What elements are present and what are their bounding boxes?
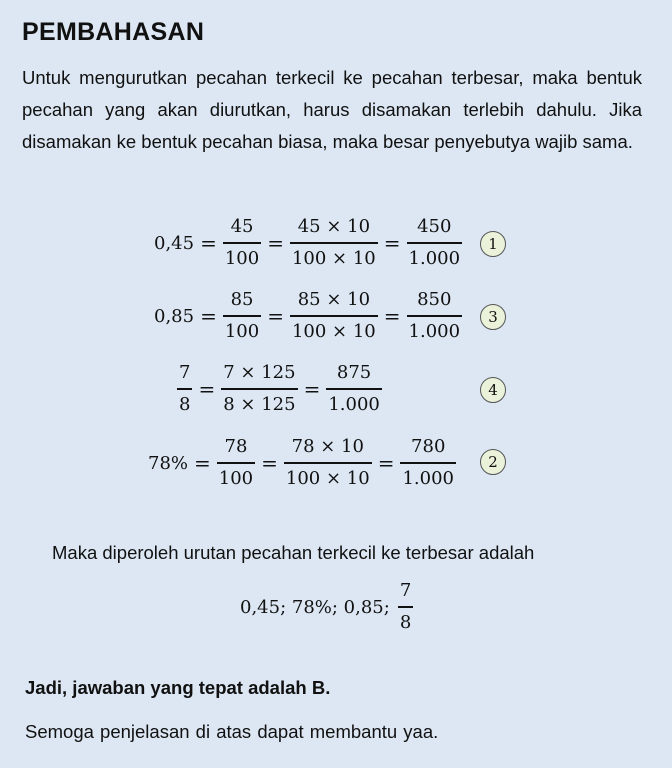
equals-sign: = [267,231,284,255]
numerator: 85 [230,289,254,311]
denominator: 100 × 10 [291,320,376,342]
rank-badge-3: 3 [480,304,506,330]
fraction [405,288,465,343]
denominator: 1.000 [402,467,454,489]
equals-sign: = [261,451,278,475]
numerator: 78 [224,436,248,458]
fraction-bar [407,315,463,316]
fraction [282,435,374,490]
equals-sign: = [303,377,321,401]
fraction [215,435,257,490]
fraction [221,288,263,343]
rank-badge-2: 2 [480,449,506,475]
equation-row-3 [175,359,384,419]
equals-sign: = [198,377,216,401]
fraction [405,215,465,270]
numerator: 7 [179,362,191,384]
equals-sign: = [377,451,395,475]
equation-row-2 [152,286,464,346]
denominator: 100 × 10 [285,467,370,489]
fraction [396,579,415,634]
denominator: 100 [224,320,260,342]
intro-paragraph: Untuk mengurutkan pecahan terkecil ke pecahan terbesar, maka bentuk pecahan yang akan diurutkan, harus disamakan terlebih dahulu. Jika disamakan ke bentuk pecahan biasa, maka besar penyebutya wajib sama. [22,67,642,152]
numerator: 7 × 125 [223,362,296,384]
answer-text: Jadi, jawaban yang tepat adalah B. [25,677,331,698]
fraction [324,361,384,416]
closing-text: Semoga penjelasan di atas dapat membantu yaa. [25,721,439,742]
numerator: 7 [399,580,412,602]
fraction-bar [326,388,382,389]
rank-badge-4: 4 [480,377,506,403]
equation-lhs: 0,85 [154,305,195,327]
denominator: 1.000 [408,320,461,342]
fraction [175,361,194,416]
conclusion-text: Maka diperoleh urutan pecahan terkecil ke terbesar adalah [52,542,535,563]
numerator: 85 × 10 [297,289,371,311]
ordered-result [238,578,415,636]
denominator: 1.000 [328,393,380,415]
fraction-bar [290,315,378,316]
fraction-bar [217,462,255,463]
equals-sign: = [383,231,401,255]
numerator: 875 [336,362,372,384]
fraction [398,435,458,490]
fraction-bar [223,242,261,243]
fraction [288,215,380,270]
equals-sign: = [200,231,217,255]
equation-lhs: 78% [148,452,189,474]
fraction-bar [221,388,297,389]
denominator: 100 [224,247,260,269]
equation-row-4 [146,433,458,493]
ordered-values: 0,45; 78%; 0,85; [240,596,390,618]
equals-sign: = [194,451,211,475]
numerator: 450 [417,216,452,238]
numerator: 850 [417,289,452,311]
numerator: 45 [230,216,254,238]
denominator: 1.000 [408,247,461,269]
equals-sign: = [383,304,401,328]
equals-sign: = [267,304,284,328]
page-title: PEMBAHASAN [22,18,205,46]
fraction-bar [290,242,378,243]
fraction-bar [177,388,192,389]
denominator: 100 × 10 [291,247,376,269]
fraction-bar [223,315,261,316]
denominator: 8 [179,393,191,415]
denominator: 8 × 125 [223,393,296,415]
equation-lhs: 0,45 [154,232,195,254]
equals-sign: = [200,304,217,328]
fraction [221,215,263,270]
numerator: 45 × 10 [297,216,371,238]
fraction-bar [398,606,413,607]
numerator: 780 [411,436,446,458]
fraction-bar [407,242,463,243]
fraction-bar [284,462,372,463]
fraction [219,361,299,416]
numerator: 78 × 10 [291,436,364,458]
rank-badge-1: 1 [480,231,506,257]
denominator: 8 [399,611,412,633]
fraction-bar [400,462,456,463]
denominator: 100 [218,467,254,489]
fraction [288,288,380,343]
equation-row-1 [152,213,464,273]
